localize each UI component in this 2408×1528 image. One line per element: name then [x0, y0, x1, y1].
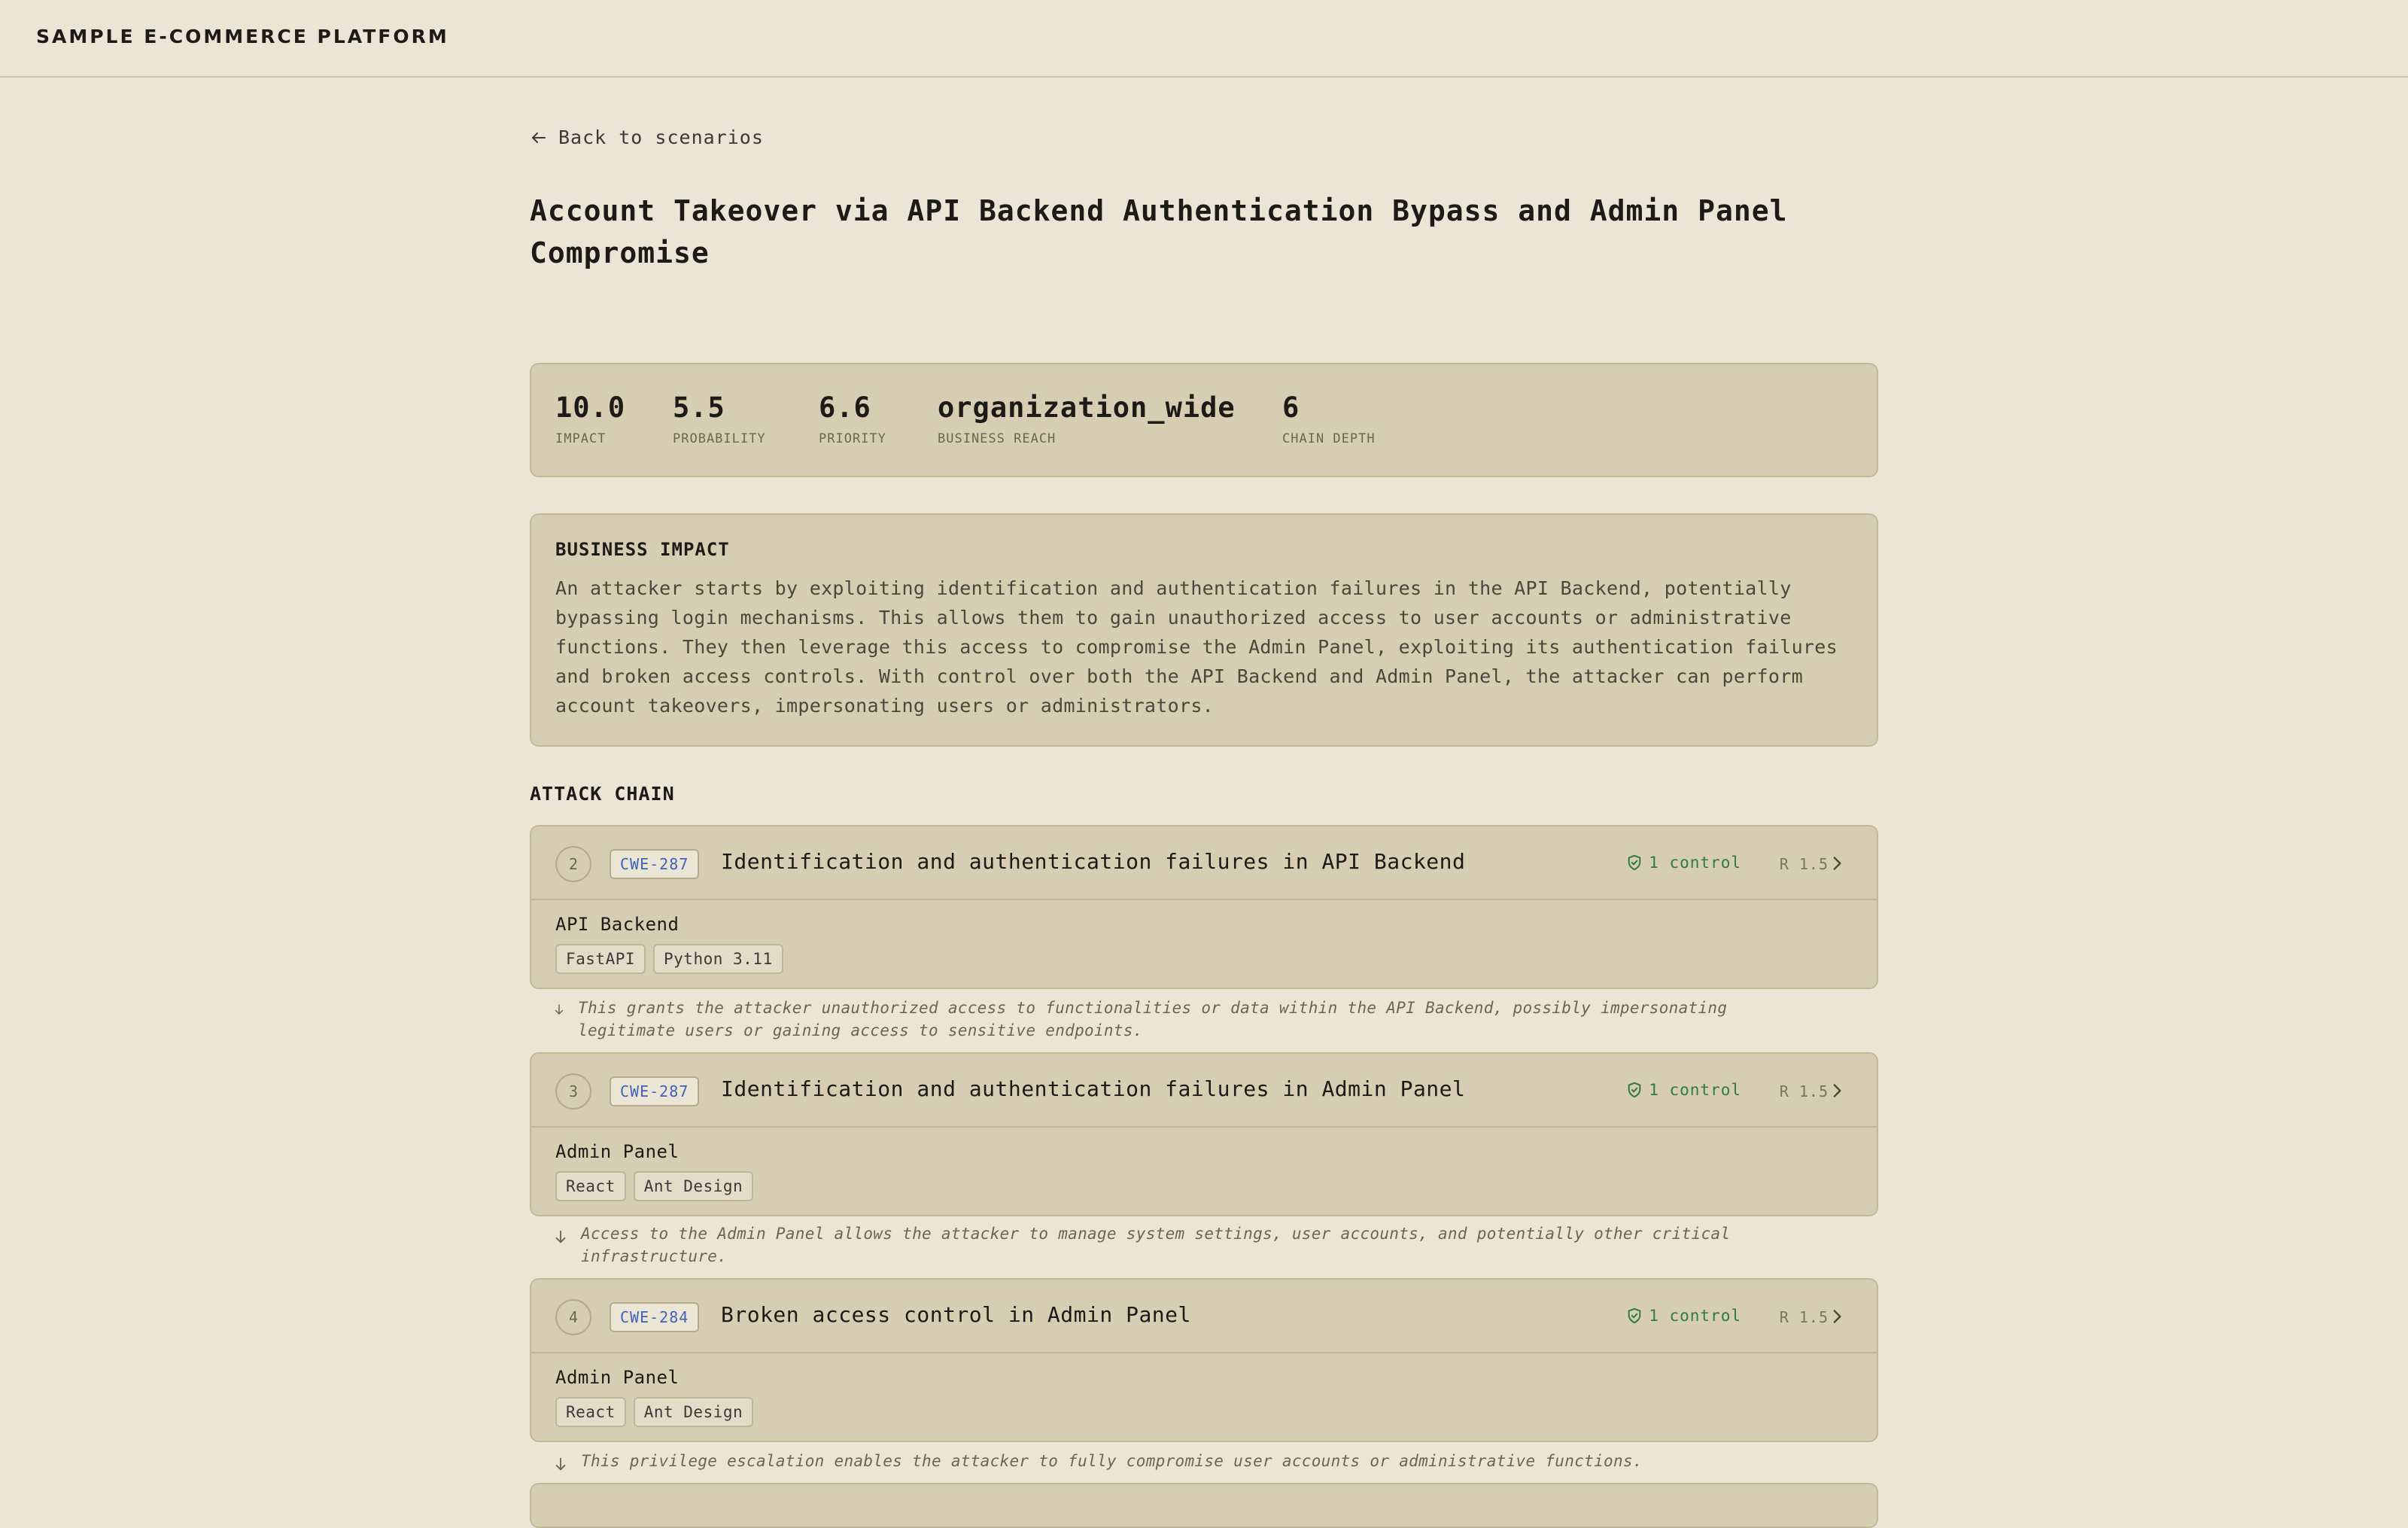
- attack-chain-heading: ATTACK CHAIN: [530, 783, 675, 805]
- metric-value: 10.0: [555, 391, 626, 424]
- metric-value: organization_wide: [938, 391, 1236, 424]
- step-title: Identification and authentication failures in API Backend: [721, 849, 1466, 874]
- step-number: 2: [555, 846, 591, 882]
- metric-chain-depth: [1282, 391, 1376, 446]
- attack-step-card[interactable]: [530, 825, 1878, 989]
- metrics-card: [530, 363, 1878, 477]
- arrow-down-icon: [552, 1454, 569, 1474]
- controls-count: [1626, 1081, 1741, 1099]
- attack-step-card[interactable]: [530, 1278, 1878, 1442]
- metric-label: BUSINESS REACH: [938, 431, 1057, 446]
- back-label: Back to scenarios: [558, 126, 764, 148]
- shield-check-icon: [1626, 1082, 1643, 1098]
- metric-value: 6.6: [819, 391, 871, 424]
- component-name: Admin Panel: [555, 1141, 680, 1162]
- cwe-badge: CWE-287: [610, 1076, 699, 1106]
- attack-step-card[interactable]: [530, 1052, 1878, 1216]
- business-impact-card: [530, 513, 1878, 747]
- component-name: API Backend: [555, 914, 680, 935]
- transition-text: Access to the Admin Panel allows the attacker to manage system settings, user accounts, and potentially other critical infrastructure.: [581, 1225, 1731, 1265]
- tech-tags: [555, 944, 783, 974]
- metric-priority: [819, 391, 886, 446]
- risk-score: R 1.5: [1779, 1082, 1829, 1100]
- transition-text: This privilege escalation enables the attacker to fully compromise user accounts or administrative functions.: [581, 1452, 1643, 1470]
- attack-step-header[interactable]: [531, 826, 1877, 900]
- brand-title: SAMPLE E-COMMERCE PLATFORM: [36, 26, 449, 47]
- arrow-left-icon: [530, 129, 548, 147]
- chevron-right-icon[interactable]: [1827, 854, 1847, 873]
- shield-check-icon: [1626, 854, 1643, 871]
- step-transition: [552, 1222, 1800, 1268]
- arrow-down-icon: [552, 1227, 569, 1246]
- chevron-right-icon[interactable]: [1827, 1307, 1847, 1326]
- step-title: Broken access control in Admin Panel: [721, 1302, 1191, 1327]
- controls-count: [1626, 854, 1741, 872]
- step-transition: [552, 997, 1797, 1042]
- controls-count: [1626, 1307, 1741, 1325]
- attack-step-header[interactable]: [531, 1280, 1877, 1353]
- back-to-scenarios-link[interactable]: [530, 126, 764, 148]
- metric-label: CHAIN DEPTH: [1282, 431, 1376, 446]
- metric-label: PROBABILITY: [673, 431, 766, 446]
- attack-step-card[interactable]: [530, 1483, 1878, 1528]
- risk-score: R 1.5: [1779, 1308, 1829, 1326]
- metric-label: IMPACT: [555, 431, 607, 446]
- top-bar: [0, 0, 2408, 78]
- cwe-badge: CWE-284: [610, 1302, 699, 1332]
- controls-label: 1 control: [1649, 854, 1741, 872]
- business-impact-text: An attacker starts by exploiting identification and authentication failures in the API Backend, potentially bypassing login mechanisms. This allows them to gain unauthorized access to user accounts or administrative functions. They then leverage this access to compromise the Admin Panel, exploiting its authentication failures and broken access controls. With control over both the API Backend and Admin Panel, the attacker can perform account takeovers, impersonating users or administrators.: [555, 577, 1838, 717]
- tech-tags: [555, 1397, 753, 1427]
- step-transition: [552, 1450, 1800, 1474]
- business-impact-heading: BUSINESS IMPACT: [555, 539, 730, 560]
- metric-label: PRIORITY: [819, 431, 886, 446]
- controls-label: 1 control: [1649, 1081, 1741, 1099]
- transition-text: This grants the attacker unauthorized access to functionalities or data within the API Backend, possibly impersonating legitimate users or gaining access to sensitive endpoints.: [578, 999, 1728, 1039]
- tech-tag: Python 3.11: [653, 944, 783, 974]
- attack-step-header[interactable]: [531, 1054, 1877, 1128]
- tech-tag: Ant Design: [634, 1171, 753, 1201]
- tech-tag: React: [555, 1171, 626, 1201]
- step-number: 3: [555, 1073, 591, 1109]
- component-name: Admin Panel: [555, 1367, 680, 1388]
- tech-tags: [555, 1171, 753, 1201]
- metric-value: 5.5: [673, 391, 725, 424]
- metric-business-reach: [938, 391, 1236, 446]
- tech-tag: Ant Design: [634, 1397, 753, 1427]
- metric-value: 6: [1282, 391, 1300, 424]
- step-title: Identification and authentication failures in Admin Panel: [721, 1076, 1466, 1101]
- tech-tag: FastAPI: [555, 944, 646, 974]
- arrow-down-icon: [552, 1001, 566, 1018]
- shield-check-icon: [1626, 1307, 1643, 1324]
- cwe-badge: CWE-287: [610, 849, 699, 879]
- page-title: Account Takeover via API Backend Authentication Bypass and Admin Panel Compromise: [530, 194, 1788, 269]
- controls-label: 1 control: [1649, 1307, 1741, 1325]
- step-number: 4: [555, 1299, 591, 1335]
- metric-impact: [555, 391, 625, 446]
- metric-probability: [673, 391, 766, 446]
- risk-score: R 1.5: [1779, 855, 1829, 873]
- tech-tag: React: [555, 1397, 626, 1427]
- chevron-right-icon[interactable]: [1827, 1081, 1847, 1100]
